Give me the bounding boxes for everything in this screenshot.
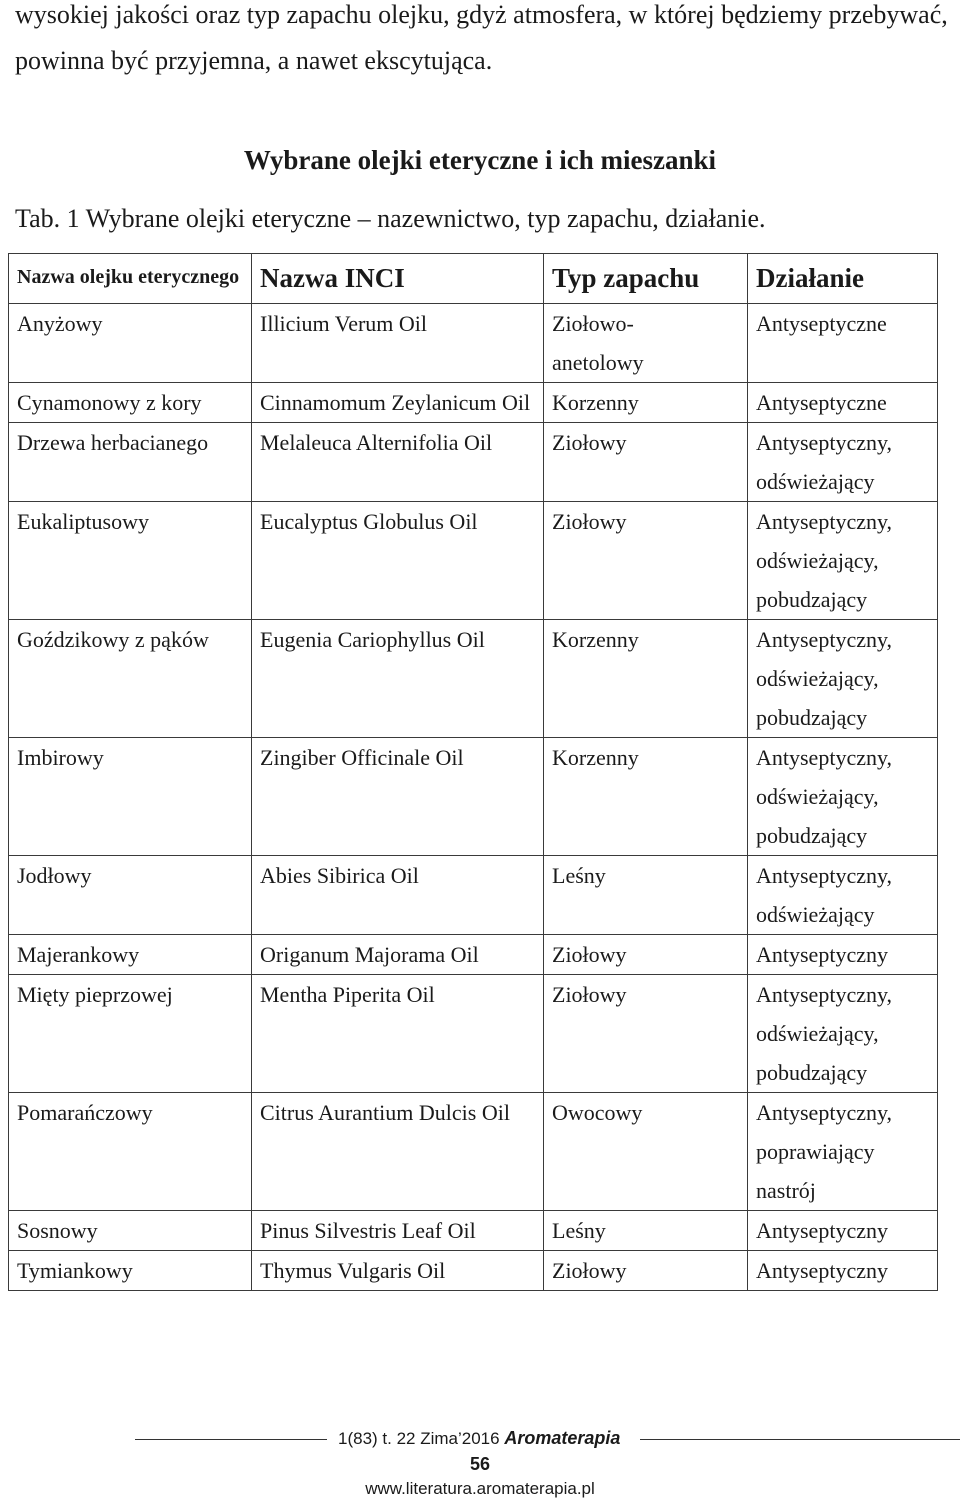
cell-oil-name: Drzewa herbacianego xyxy=(9,423,252,502)
header-inci-name: Nazwa INCI xyxy=(252,254,544,304)
cell-oil-name: Tymiankowy xyxy=(9,1251,252,1291)
cell-action: Antyseptyczny, odświeżający xyxy=(748,856,938,935)
cell-oil-name: Majerankowy xyxy=(9,935,252,975)
table-row xyxy=(9,620,938,738)
cell-scent-type: Korzenny xyxy=(544,738,748,856)
cell-scent-type: Korzenny xyxy=(544,620,748,738)
footer-url: www.literatura.aromaterapia.pl xyxy=(365,1479,595,1498)
table-header-row xyxy=(9,254,938,304)
cell-inci-name: Abies Sibirica Oil xyxy=(252,856,544,935)
footer-brand-logo: Aromaterapia xyxy=(504,1428,621,1448)
table-row xyxy=(9,738,938,856)
cell-action: Antyseptyczne xyxy=(748,304,938,383)
table-row xyxy=(9,383,938,423)
cell-scent-type: Ziołowy xyxy=(544,502,748,620)
cell-oil-name: Pomarańczowy xyxy=(9,1093,252,1211)
cell-action: Antyseptyczny xyxy=(748,1211,938,1251)
cell-oil-name: Goździkowy z pąków xyxy=(9,620,252,738)
header-oil-name: Nazwa olejku eterycznego xyxy=(9,254,252,304)
table-row xyxy=(9,1211,938,1251)
cell-action: Antyseptyczny, odświeżający, pobudzający xyxy=(748,620,938,738)
header-action: Działanie xyxy=(748,254,938,304)
cell-action: Antyseptyczny, odświeżający, pobudzający xyxy=(748,738,938,856)
page-footer xyxy=(0,1425,960,1501)
page-number: 56 xyxy=(469,1454,491,1474)
cell-action: Antyseptyczny, poprawiający nastrój xyxy=(748,1093,938,1211)
cell-scent-type: Leśny xyxy=(544,856,748,935)
cell-oil-name: Jodłowy xyxy=(9,856,252,935)
table-row xyxy=(9,935,938,975)
cell-scent-type: Leśny xyxy=(544,1211,748,1251)
footer-rule-left xyxy=(135,1439,327,1440)
table-row xyxy=(9,1251,938,1291)
cell-oil-name: Sosnowy xyxy=(9,1211,252,1251)
table-row xyxy=(9,856,938,935)
cell-oil-name: Eukaliptusowy xyxy=(9,502,252,620)
cell-scent-type: Ziołowy xyxy=(544,935,748,975)
cell-action: Antyseptyczne xyxy=(748,383,938,423)
cell-inci-name: Melaleuca Alternifolia Oil xyxy=(252,423,544,502)
cell-scent-type: Ziołowy xyxy=(544,1251,748,1291)
cell-inci-name: Eugenia Cariophyllus Oil xyxy=(252,620,544,738)
footer-issue xyxy=(338,1425,638,1452)
cell-scent-text: Ziołowo-anetolowy xyxy=(552,311,644,375)
cell-inci-name: Citrus Aurantium Dulcis Oil xyxy=(252,1093,544,1211)
header-scent-type: Typ zapachu xyxy=(544,254,748,304)
cell-oil-name: Cynamonowy z kory xyxy=(9,383,252,423)
table-row xyxy=(9,304,938,383)
cell-inci-name: Origanum Majorama Oil xyxy=(252,935,544,975)
cell-action: Antyseptyczny, odświeżający, pobudzający xyxy=(748,975,938,1093)
cell-inci-name: Cinnamomum Zeylanicum Oil xyxy=(252,383,544,423)
section-title: Wybrane olejki eteryczne i ich mieszanki xyxy=(243,145,717,175)
cell-inci-name: Pinus Silvestris Leaf Oil xyxy=(252,1211,544,1251)
table-row xyxy=(9,423,938,502)
cell-oil-name: Mięty pieprzowej xyxy=(9,975,252,1093)
table-row xyxy=(9,975,938,1093)
cell-scent-type: Korzenny xyxy=(544,383,748,423)
essential-oils-table xyxy=(8,253,938,1291)
cell-scent-type: Owocowy xyxy=(544,1093,748,1211)
cell-action: Antyseptyczny xyxy=(748,935,938,975)
footer-rule-right xyxy=(640,1439,960,1440)
footer-issue-text: 1(83) t. 22 Zima’2016 xyxy=(338,1429,500,1448)
cell-action: Antyseptyczny, odświeżający, pobudzający xyxy=(748,502,938,620)
cell-scent-type: Ziołowy xyxy=(544,975,748,1093)
cell-inci-name: Illicium Verum Oil xyxy=(252,304,544,383)
cell-scent-type xyxy=(544,304,748,383)
cell-action: Antyseptyczny, odświeżający xyxy=(748,423,938,502)
cell-inci-name: Mentha Piperita Oil xyxy=(252,975,544,1093)
cell-action: Antyseptyczny xyxy=(748,1251,938,1291)
table-caption: Tab. 1 Wybrane olejki eteryczne – nazewnictwo, typ zapachu, działanie. xyxy=(15,204,766,233)
cell-oil-name: Imbirowy xyxy=(9,738,252,856)
cell-inci-name: Thymus Vulgaris Oil xyxy=(252,1251,544,1291)
cell-inci-name: Eucalyptus Globulus Oil xyxy=(252,502,544,620)
cell-oil-name: Anyżowy xyxy=(9,304,252,383)
cell-inci-name: Zingiber Officinale Oil xyxy=(252,738,544,856)
table-row xyxy=(9,502,938,620)
cell-scent-type: Ziołowy xyxy=(544,423,748,502)
table-row xyxy=(9,1093,938,1211)
intro-paragraph: wysokiej jakości oraz typ zapachu olejku, gdyż atmosfera, w której będziemy przebywać, powinna być przyjemna, a nawet ekscytująca. xyxy=(15,0,948,75)
